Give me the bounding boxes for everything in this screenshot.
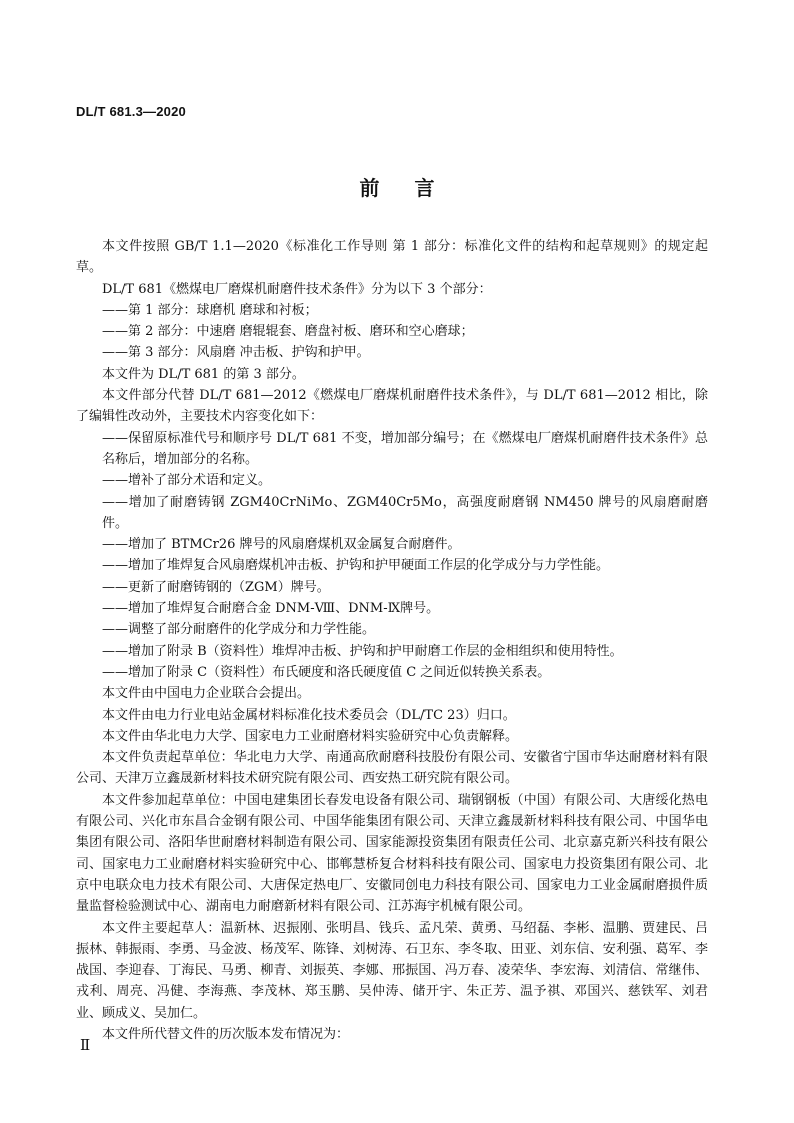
list-item-change-3: ——增加了耐磨铸钢 ZGM40CrNiMo、ZGM40Cr5Mo，高强度耐磨钢 NM450 牌号的风扇磨耐磨件。 — [102, 494, 708, 531]
list-item-change-1: ——保留原标准代号和顺序号 DL/T 681 不变，增加部分编号；在《燃煤电厂磨煤机耐磨件技术条件》总名称后，增加部分的名称。 — [102, 430, 708, 467]
list-item-part-1: ——第 1 部分：球磨机 磨球和衬板； — [102, 302, 318, 318]
list-item-change-8: ——调整了部分耐磨件的化学成分和力学性能。 — [102, 622, 376, 638]
paragraph-history: 本文件所代替文件的历次版本发布情况为： — [102, 1026, 350, 1042]
paragraph-participating-drafters: 本文件参加起草单位：中国电建集团长春发电设备有限公司、瑞钢钢板（中国）有限公司、大唐绥化热电有限公司、兴化市东昌合金钢有限公司、中国华能集团有限公司、天津立鑫晟新材料科技有限公司、中国华电集团有限公司、洛阳华世耐磨材料制造有限公司、国家能源投资集团有限责任公司、北京嘉克新兴科技有限公司、国家电力工业耐磨材料实验研究中心、邯郸慧桥复合材料科技有限公司、国家电力投资集团有限公司、北京中电联众电力技术有限公司、大唐保定热电厂、安徽同创电力科技有限公司、国家电力工业金属耐磨损件质量监督检验测试中心、湖南电力耐磨新材料有限公司、江苏海宇机械有限公司。 — [76, 792, 708, 915]
paragraph-main-drafters: 本文件主要起草人：温新林、迟振刚、张明昌、钱兵、孟凡荣、黄勇、马绍磊、李彬、温鹏、贾建民、吕振林、韩振雨、李勇、马金波、杨茂军、陈锋、刘树涛、石卫东、李冬取、田亚、刘东信、安利强、葛军、李战国、李迎春、丁海民、马勇、柳青、刘振英、李娜、邢振国、冯万春、凌荣华、李宏海、刘清信、常继伟、戎利、周亮、冯健、李海燕、李茂林、郑玉鹏、吴仲涛、储开宇、朱正芳、温予祺、邓国兴、慈铁军、刘君业、顾成义、吴加仁。 — [76, 920, 708, 1021]
paragraph-proposer: 本文件由中国电力企业联合会提出。 — [102, 686, 311, 702]
paragraph-interpretation: 本文件由华北电力大学、国家电力工业耐磨材料实验研究中心负责解释。 — [102, 728, 519, 744]
list-item-change-4: ——增加了 BTMCr26 牌号的风扇磨煤机双金属复合耐磨件。 — [102, 537, 461, 553]
standard-code-header: DL/T 681.3—2020 — [76, 104, 186, 119]
paragraph-this-part: 本文件为 DL/T 681 的第 3 部分。 — [102, 366, 305, 382]
list-item-part-2: ——第 2 部分：中速磨 磨辊辊套、磨盘衬板、磨环和空心磨球； — [102, 324, 474, 340]
foreword-body — [76, 236, 708, 1045]
paragraph-committee: 本文件由电力行业电站金属材料标准化技术委员会（DL/TC 23）归口。 — [102, 707, 516, 723]
page-number: Ⅱ — [80, 1038, 91, 1054]
paragraph-parts-intro: DL/T 681《燃煤电厂磨煤机耐磨件技术条件》分为以下 3 个部分： — [102, 281, 492, 297]
list-item-change-2: ——增补了部分术语和定义。 — [102, 473, 272, 489]
list-item-change-5: ——增加了堆焊复合风扇磨煤机冲击板、护钩和护甲硬面工作层的化学成分与力学性能。 — [102, 558, 610, 574]
list-item-change-9: ——增加了附录 B（资料性）堆焊冲击板、护钩和护甲耐磨工作层的金相组织和使用特性。 — [102, 643, 623, 659]
list-item-change-7: ——增加了堆焊复合耐磨合金 DNM-Ⅷ、DNM-Ⅸ牌号。 — [102, 601, 440, 617]
list-item-part-3: ——第 3 部分：风扇磨 冲击板、护钩和护甲。 — [102, 345, 370, 361]
paragraph-lead-drafters: 本文件负责起草单位：华北电力大学、南通高欣耐磨科技股份有限公司、安徽省宁国市华达耐磨材料有限公司、天津万立鑫晟新材料技术研究院有限公司、西安热工研究院有限公司。 — [76, 750, 708, 787]
page-title: 前 言 — [359, 176, 435, 200]
paragraph-replaces: 本文件部分代替 DL/T 681—2012《燃煤电厂磨煤机耐磨件技术条件》，与 DL/T 681—2012 相比，除了编辑性改动外，主要技术内容变化如下： — [76, 388, 708, 425]
list-item-change-10: ——增加了附录 C（资料性）布氏硬度和洛氏硬度值 C 之间近似转换关系表。 — [102, 664, 551, 680]
paragraph-drafting-rules: 本文件按照 GB/T 1.1—2020《标准化工作导则 第 1 部分：标准化文件的结构和起草规则》的规定起草。 — [76, 239, 708, 276]
list-item-change-6: ——更新了耐磨铸钢的（ZGM）牌号。 — [102, 579, 330, 595]
